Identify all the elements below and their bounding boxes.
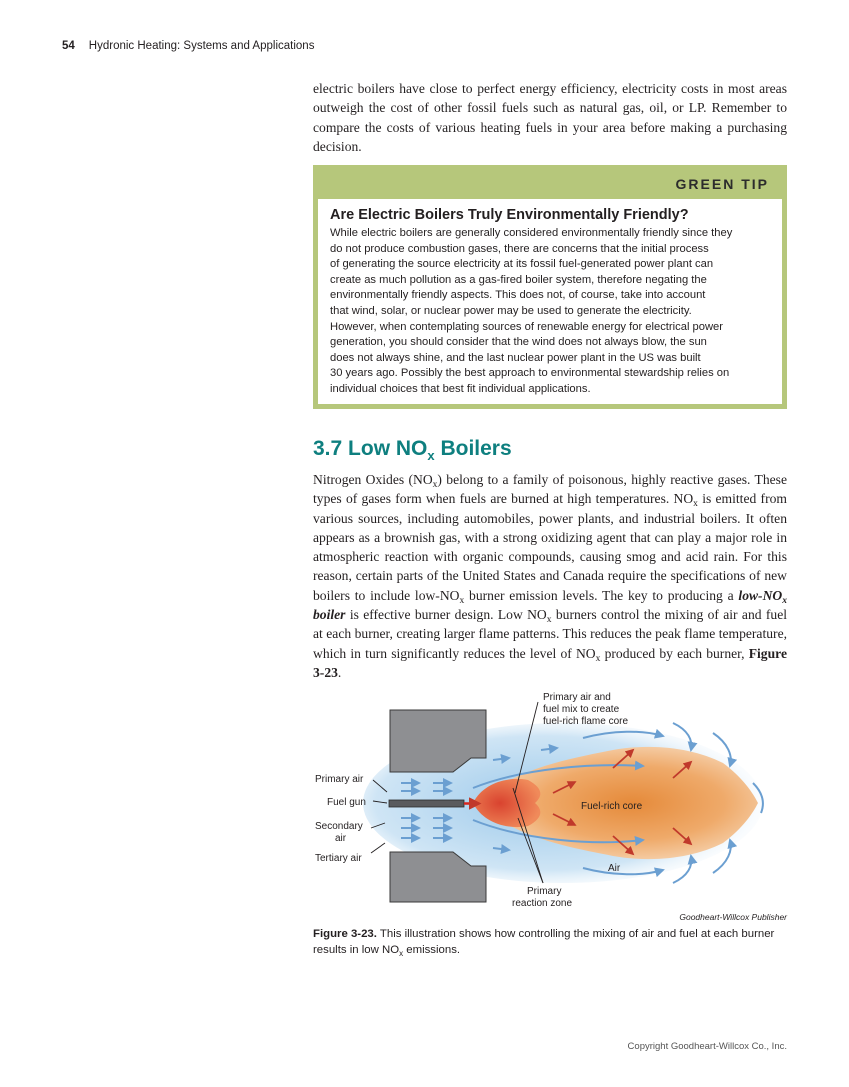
copyright-footer: Copyright Goodheart-Willcox Co., Inc.	[627, 1041, 787, 1052]
text-run: .	[337, 664, 342, 680]
paragraph-nox	[313, 470, 787, 682]
running-header	[62, 40, 314, 52]
section-title-part: Low NO	[348, 437, 428, 460]
tip-line: that wind, solar, or nuclear power may be used to generate the electricity.	[330, 304, 692, 317]
fuel-gun-shape	[389, 800, 464, 807]
tip-line: create as much pollution as a gas-fired boiler system, therefore negating the	[330, 273, 707, 286]
text-run: is effective burner design. Low NO	[345, 607, 547, 623]
subscript: x	[595, 653, 601, 664]
green-tip-label: GREEN TIP	[675, 176, 769, 192]
tip-line: do not produce combustion gases, there are concerns that the initial process	[330, 242, 709, 255]
key-term: low-NO	[738, 587, 783, 603]
caption-text: emissions.	[403, 943, 461, 956]
figure-reference[interactable]: Figure 3-23	[313, 645, 787, 680]
section-title-subscript: x	[427, 448, 435, 464]
tip-line: 30 years ago. Possibly the best approach to environmental stewardship relies on	[330, 367, 730, 380]
tip-line: does not always shine, and the last nuclear power plant in the US was built	[330, 351, 701, 364]
tip-line: generation, you should consider that the wind does not always blow, the sun	[330, 336, 707, 349]
section-heading	[313, 437, 512, 463]
tip-line: While electric boilers are generally considered environmentally friendly since they	[330, 227, 733, 239]
green-tip-content	[318, 199, 782, 404]
label-zone-2: reaction zone	[512, 898, 573, 909]
label-top-2: fuel mix to create	[543, 704, 620, 715]
subscript: x	[693, 499, 698, 510]
page-number: 54	[62, 40, 75, 52]
label-zone-1: Primary	[527, 886, 562, 897]
caption-text: This illustration shows how controlling the mixing of air and fuel at each burner results in low NO	[313, 928, 775, 956]
text-run: produced by each burner,	[600, 645, 749, 661]
section-number: 3.7	[313, 437, 343, 460]
green-tip-box	[313, 165, 787, 409]
book-title: Hydronic Heating: Systems and Applications	[88, 40, 315, 52]
tip-line: individual choices that best fit individual applications.	[330, 382, 591, 395]
green-tip-title: Are Electric Boilers Truly Environmentally Friendly?	[330, 207, 689, 223]
label-fuel-gun: Fuel gun	[327, 797, 366, 808]
label-top-3: fuel-rich flame core	[543, 716, 629, 727]
text-run: burner emission levels. The key to producing a	[464, 587, 739, 603]
subscript: x	[782, 595, 787, 606]
tip-line: of generating the source electricity at its fossil fuel-generated power plant can	[330, 258, 714, 271]
label-primary-air: Primary air	[315, 774, 364, 785]
burner-figure	[313, 688, 787, 910]
tip-line: However, when contemplating sources of renewable energy for electrical power	[330, 320, 724, 333]
text-run: Nitrogen Oxides (NO	[313, 472, 433, 487]
label-tertiary-air: Tertiary air	[315, 853, 362, 864]
label-top-1: Primary air and	[543, 692, 611, 703]
text-run: is emitted from various sources, including automobiles, power plants, and industrial boilers. It often appears as a brownish gas, with a strong oxidizing agent that can play a major role in atmospheric reaction with organic compounds, causing smog and acid rain. For this reason, certain parts of the United States and Canada require the specifications of new boilers to include low-NO	[313, 491, 787, 603]
section-title-part: Boilers	[440, 437, 512, 460]
green-tip-body	[330, 226, 770, 398]
tip-line: environmentally friendly aspects. This does not, of course, take into account	[330, 289, 706, 302]
key-term: boiler	[313, 607, 346, 623]
text-run: burners control the mixing of air and fuel at each burner, creating larger flame patterns. This reduces the peak flame temperature, which in turn significantly reduces the level of NO	[313, 607, 788, 661]
text-run: ) belong to a family of poisonous, highly reactive gases. These types of gases form when fuels are burned at high temperatures. NO	[313, 472, 787, 507]
paragraph-intro: electric boilers have close to perfect energy efficiency, electricity costs in most areas outweigh the cost of other fossil fuels such as natural gas, oil, or LP. Remember to compare the costs of various heating fuels in your area before making a purchasing decision.	[313, 81, 787, 154]
figure-caption	[313, 927, 787, 958]
label-air: Air	[608, 863, 621, 874]
subscript: x	[399, 948, 404, 958]
figure-credit: Goodheart-Willcox Publisher	[679, 912, 787, 922]
label-secondary-air-2: air	[335, 833, 347, 844]
subscript: x	[459, 595, 465, 606]
caption-label: Figure 3-23.	[313, 928, 377, 940]
label-secondary-air-1: Secondary	[315, 821, 363, 832]
label-fuel-rich-core: Fuel-rich core	[581, 801, 643, 812]
subscript: x	[432, 480, 438, 490]
subscript: x	[546, 615, 552, 626]
